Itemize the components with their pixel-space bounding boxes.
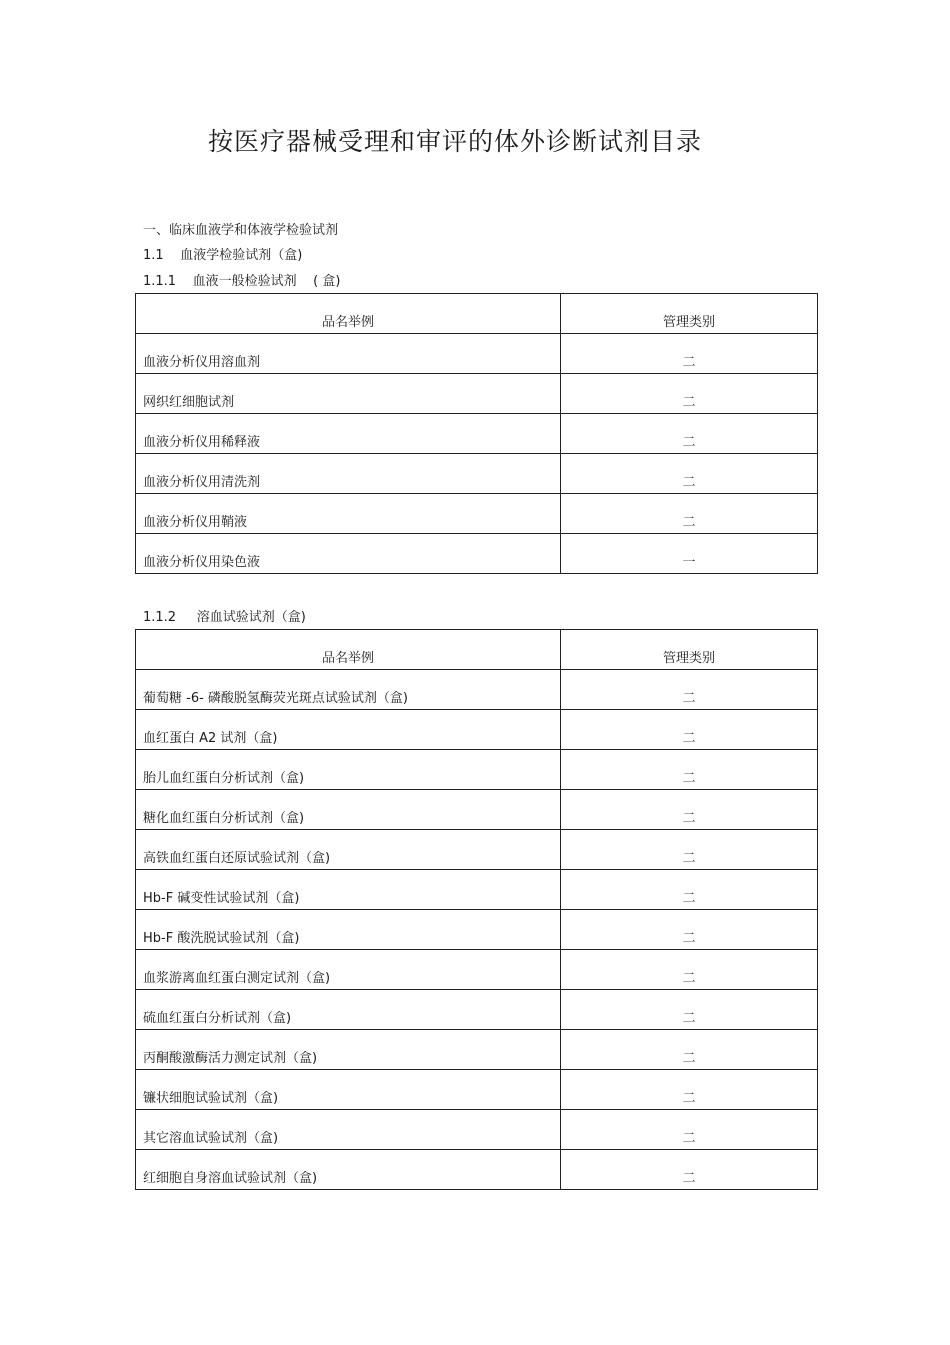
table-row bbox=[136, 910, 818, 950]
catalog-table-hemolysis bbox=[135, 629, 818, 1190]
column-header-product-name: 品名举例 bbox=[136, 630, 561, 670]
management-class-cell: 一 bbox=[561, 534, 818, 574]
management-class-cell: 二 bbox=[561, 1150, 818, 1190]
product-name-cell: 血液分析仪用鞘液 bbox=[136, 494, 561, 534]
table-row bbox=[136, 1150, 818, 1190]
management-class-cell: 二 bbox=[561, 870, 818, 910]
management-class-cell: 二 bbox=[561, 334, 818, 374]
table-row bbox=[136, 830, 818, 870]
management-class-cell: 二 bbox=[561, 750, 818, 790]
product-name-cell: 血液分析仪用清洗剂 bbox=[136, 454, 561, 494]
management-class-cell: 二 bbox=[561, 454, 818, 494]
management-class-cell: 二 bbox=[561, 670, 818, 710]
product-name-cell: 葡萄糖 -6- 磷酸脱氢酶荧光斑点试验试剂（盒) bbox=[136, 670, 561, 710]
table-row bbox=[136, 334, 818, 374]
management-class-cell: 二 bbox=[561, 710, 818, 750]
table-row bbox=[136, 374, 818, 414]
product-name-cell: 血液分析仪用稀释液 bbox=[136, 414, 561, 454]
product-name-cell: 丙酮酸激酶活力测定试剂（盒) bbox=[136, 1030, 561, 1070]
product-name-cell: 胎儿血红蛋白分析试剂（盒) bbox=[136, 750, 561, 790]
column-header-management-class: 管理类别 bbox=[561, 294, 818, 334]
subsection-heading: 1.1 血液学检验试剂（盒) bbox=[143, 248, 303, 263]
section-heading: 一、临床血液学和体液学检验试剂 bbox=[143, 223, 339, 238]
product-name-cell: 血液分析仪用溶血剂 bbox=[136, 334, 561, 374]
product-name-cell: 镰状细胞试验试剂（盒) bbox=[136, 1070, 561, 1110]
product-name-cell: 红细胞自身溶血试验试剂（盒) bbox=[136, 1150, 561, 1190]
product-name-cell: 高铁血红蛋白还原试验试剂（盒) bbox=[136, 830, 561, 870]
product-name-cell: 糖化血红蛋白分析试剂（盒) bbox=[136, 790, 561, 830]
product-name-cell: 硫血红蛋白分析试剂（盒) bbox=[136, 990, 561, 1030]
management-class-cell: 二 bbox=[561, 494, 818, 534]
table-row bbox=[136, 454, 818, 494]
management-class-cell: 二 bbox=[561, 1030, 818, 1070]
column-header-management-class: 管理类别 bbox=[561, 630, 818, 670]
table-row bbox=[136, 790, 818, 830]
table-header-row bbox=[136, 294, 818, 334]
management-class-cell: 二 bbox=[561, 1110, 818, 1150]
table-row bbox=[136, 870, 818, 910]
table-row bbox=[136, 1030, 818, 1070]
product-name-cell: Hb-F 酸洗脱试验试剂（盒) bbox=[136, 910, 561, 950]
table-row bbox=[136, 670, 818, 710]
table-row bbox=[136, 750, 818, 790]
management-class-cell: 二 bbox=[561, 790, 818, 830]
product-name-cell: 血红蛋白 A2 试剂（盒) bbox=[136, 710, 561, 750]
management-class-cell: 二 bbox=[561, 990, 818, 1030]
table-row bbox=[136, 1070, 818, 1110]
table-row bbox=[136, 950, 818, 990]
management-class-cell: 二 bbox=[561, 830, 818, 870]
table-row bbox=[136, 1110, 818, 1150]
table-row bbox=[136, 494, 818, 534]
catalog-table-blood-general bbox=[135, 293, 818, 574]
document-title: 按医疗器械受理和审评的体外诊断试剂目录 bbox=[207, 127, 702, 156]
management-class-cell: 二 bbox=[561, 910, 818, 950]
column-header-product-name: 品名举例 bbox=[136, 294, 561, 334]
product-name-cell: 其它溶血试验试剂（盒) bbox=[136, 1110, 561, 1150]
table-row bbox=[136, 710, 818, 750]
table-row bbox=[136, 414, 818, 454]
management-class-cell: 二 bbox=[561, 950, 818, 990]
table-row bbox=[136, 534, 818, 574]
table-header-row bbox=[136, 630, 818, 670]
subsubsection-heading-1: 1.1.1 血液一般检验试剂 ( 盒) bbox=[143, 274, 341, 289]
subsubsection-heading-2: 1.1.2 溶血试验试剂（盒) bbox=[143, 610, 306, 625]
product-name-cell: Hb-F 碱变性试验试剂（盒) bbox=[136, 870, 561, 910]
product-name-cell: 血液分析仪用染色液 bbox=[136, 534, 561, 574]
management-class-cell: 二 bbox=[561, 414, 818, 454]
management-class-cell: 二 bbox=[561, 374, 818, 414]
product-name-cell: 网织红细胞试剂 bbox=[136, 374, 561, 414]
product-name-cell: 血浆游离血红蛋白测定试剂（盒) bbox=[136, 950, 561, 990]
table-row bbox=[136, 990, 818, 1030]
management-class-cell: 二 bbox=[561, 1070, 818, 1110]
